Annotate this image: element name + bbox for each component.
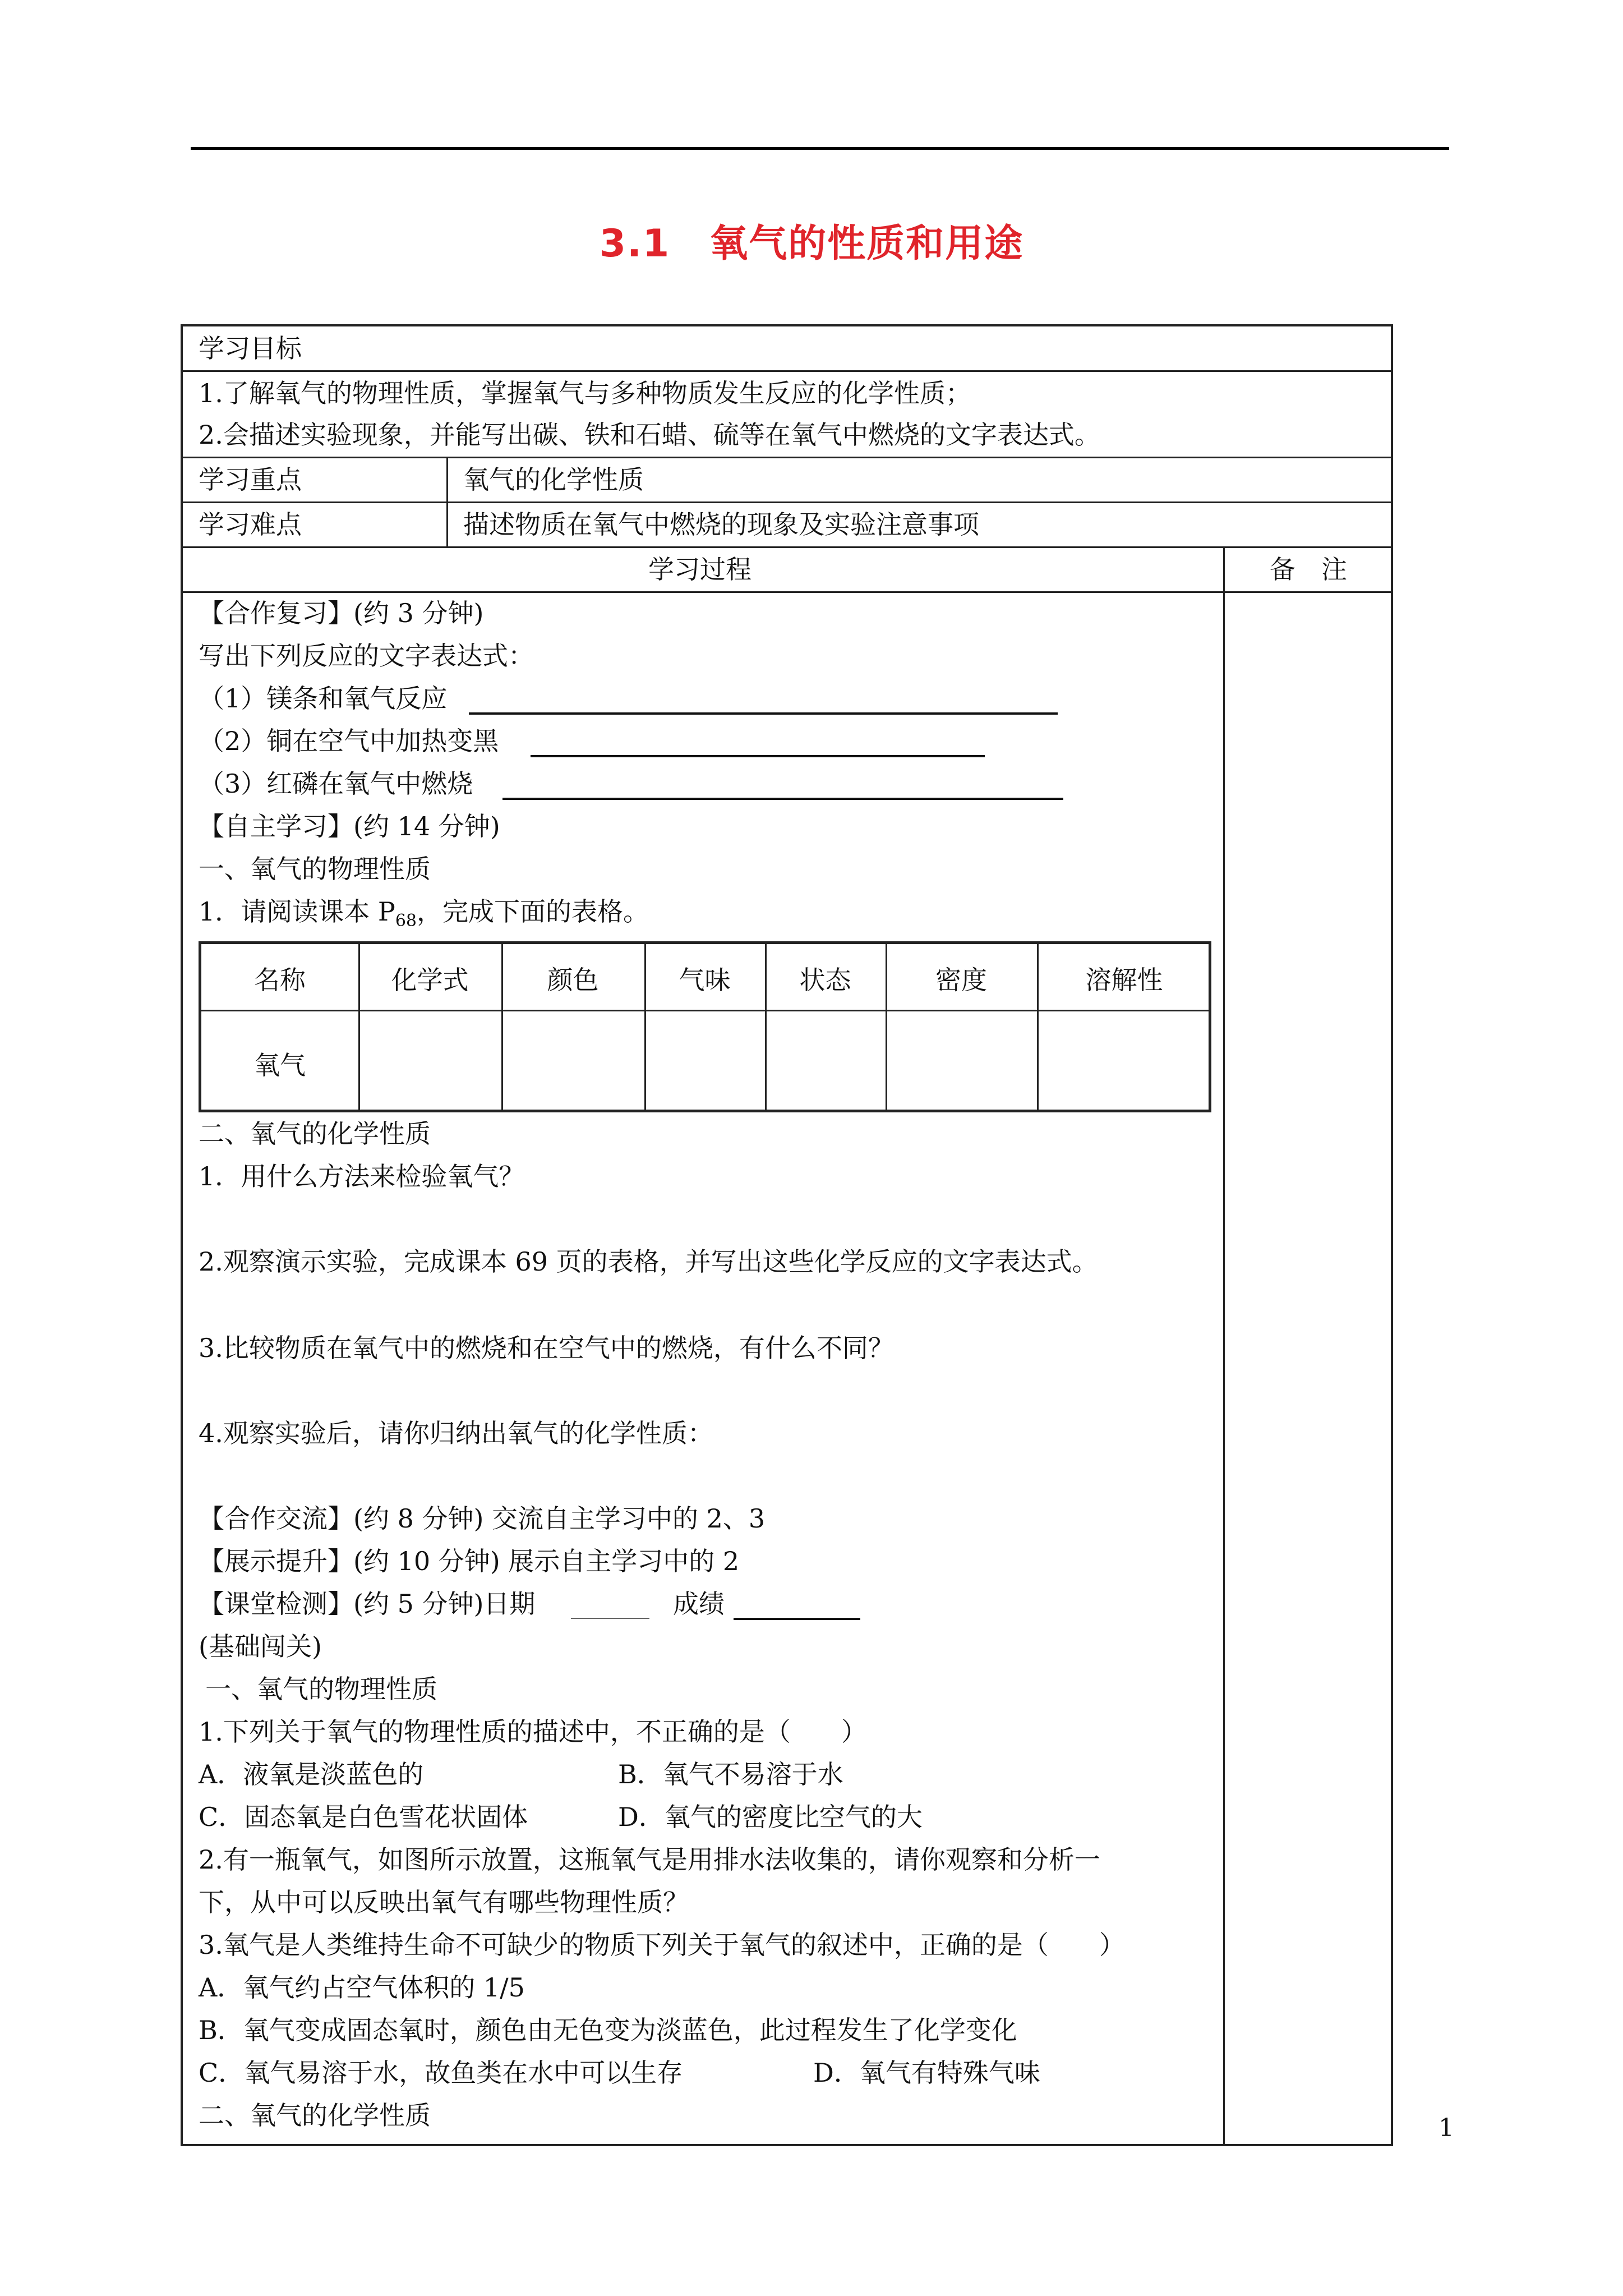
row-divider bbox=[183, 501, 1391, 503]
table-cell-name: 氧气 bbox=[254, 1050, 306, 1080]
table-header: 颜色 bbox=[547, 965, 599, 995]
review-heading: 【合作复习】(约 3 分钟) bbox=[199, 598, 484, 628]
page-number: 1 bbox=[1438, 2114, 1454, 2142]
score-blank[interactable] bbox=[734, 1618, 860, 1620]
objective-1: 1.了解氧气的物理性质，掌握氧气与多种物质发生反应的化学性质； bbox=[199, 378, 971, 408]
review-item-2: （2）铜在空气中加热变黑 bbox=[199, 726, 499, 756]
score-label: 成绩 bbox=[673, 1589, 725, 1619]
notes-header: 备 注 bbox=[1270, 554, 1347, 585]
review-item-3: （3）红磷在氧气中燃烧 bbox=[199, 769, 473, 799]
table-header: 名称 bbox=[254, 965, 306, 995]
table-header: 化学式 bbox=[391, 965, 469, 995]
answer-blank[interactable] bbox=[531, 755, 985, 757]
exercise-3-option-d: D．氧气有特殊气味 bbox=[813, 2058, 1040, 2088]
page-title: 3.1 氧气的性质和用途 bbox=[599, 222, 1024, 266]
exercise-3-stem: 3.氧气是人类维持生命不可缺少的物质下列关于氧气的叙述中，正确的是（ ） bbox=[199, 1930, 1125, 1960]
key-point-label: 学习重点 bbox=[199, 464, 302, 495]
table-header: 气味 bbox=[679, 965, 731, 995]
question-2-4: 4.观察实验后，请你归纳出氧气的化学性质： bbox=[199, 1418, 713, 1448]
row-divider bbox=[183, 591, 1391, 593]
section-chemical: 二、氧气的化学性质 bbox=[199, 1119, 431, 1149]
key-point-value: 氧气的化学性质 bbox=[463, 464, 644, 495]
test-line: 【课堂检测】(约 5 分钟)日期 bbox=[199, 1589, 536, 1619]
basic-heading: (基础闯关) bbox=[199, 1631, 322, 1662]
table-header: 密度 bbox=[935, 965, 987, 995]
exercise-1-option-d: D．氧气的密度比空气的大 bbox=[618, 1802, 923, 1832]
row-divider bbox=[183, 457, 1391, 458]
basic-section-chemical: 二、氧气的化学性质 bbox=[199, 2100, 431, 2131]
question-2-3: 3.比较物质在氧气中的燃烧和在空气中的燃烧，有什么不同？ bbox=[199, 1333, 894, 1363]
answer-blank[interactable] bbox=[469, 712, 1058, 715]
display-line: 【展示提升】(约 10 分钟) 展示自主学习中的 2 bbox=[199, 1546, 740, 1576]
basic-section-physical: 一、氧气的物理性质 bbox=[205, 1674, 437, 1704]
worksheet-table bbox=[181, 324, 1393, 2146]
properties-table bbox=[199, 941, 1211, 1112]
date-blank[interactable] bbox=[571, 1618, 649, 1619]
table-header: 状态 bbox=[799, 965, 851, 995]
objective-2: 2.会描述实验现象，并能写出碳、铁和石蜡、硫等在氧气中燃烧的文字表达式。 bbox=[199, 420, 1100, 450]
col-divider bbox=[446, 457, 448, 546]
exercise-3-option-a: A．氧气约占空气体积的 1/5 bbox=[199, 1972, 525, 2003]
exercise-3-option-b: B．氧气变成固态氧时，颜色由无色变为淡蓝色，此过程发生了化学变化 bbox=[199, 2015, 1017, 2045]
row-divider bbox=[183, 546, 1391, 548]
exercise-1-option-b: B．氧气不易溶于水 bbox=[618, 1759, 843, 1789]
question-1: 1．请阅读课本 $P_{68}$，完成下面的表格。 bbox=[199, 896, 649, 931]
row-divider bbox=[183, 370, 1391, 372]
exercise-1-stem: 1.下列关于氧气的物理性质的描述中，不正确的是（ ） bbox=[199, 1717, 867, 1747]
exercise-1-option-c: C．固态氧是白色雪花状固体 bbox=[199, 1802, 528, 1832]
col-divider bbox=[1223, 546, 1225, 2144]
review-item-1: （1）镁条和氧气反应 bbox=[199, 683, 448, 714]
process-header: 学习过程 bbox=[648, 554, 751, 585]
table-row-divider bbox=[201, 1010, 1209, 1011]
difficulty-value: 描述物质在氧气中燃烧的现象及实验注意事项 bbox=[463, 509, 979, 540]
exercise-2-line-2: 下，从中可以反映出氧气有哪些物理性质？ bbox=[199, 1887, 689, 1917]
exercise-1-option-a: A．液氧是淡蓝色的 bbox=[199, 1759, 424, 1789]
exercise-2-line-1: 2.有一瓶氧气，如图所示放置，这瓶氧气是用排水法收集的，请你观察和分析一 bbox=[199, 1844, 1100, 1875]
table-header: 溶解性 bbox=[1085, 965, 1163, 995]
exercise-3-option-c: C．氧气易溶于水，故鱼类在水中可以生存 bbox=[199, 2058, 683, 2088]
section-physical: 一、氧气的物理性质 bbox=[199, 854, 431, 884]
question-2-1: 1．用什么方法来检验氧气？ bbox=[199, 1161, 525, 1191]
review-instruction: 写出下列反应的文字表达式： bbox=[199, 641, 534, 671]
answer-blank[interactable] bbox=[502, 798, 1063, 800]
exchange-line: 【合作交流】(约 8 分钟) 交流自主学习中的 2、3 bbox=[199, 1503, 766, 1534]
header-rule bbox=[191, 147, 1449, 150]
question-2-2: 2.观察演示实验，完成课本 69 页的表格，并写出这些化学反应的文字表达式。 bbox=[199, 1246, 1098, 1277]
self-study-heading: 【自主学习】(约 14 分钟) bbox=[199, 811, 500, 841]
difficulty-label: 学习难点 bbox=[199, 509, 302, 540]
objectives-heading: 学习目标 bbox=[199, 333, 302, 364]
